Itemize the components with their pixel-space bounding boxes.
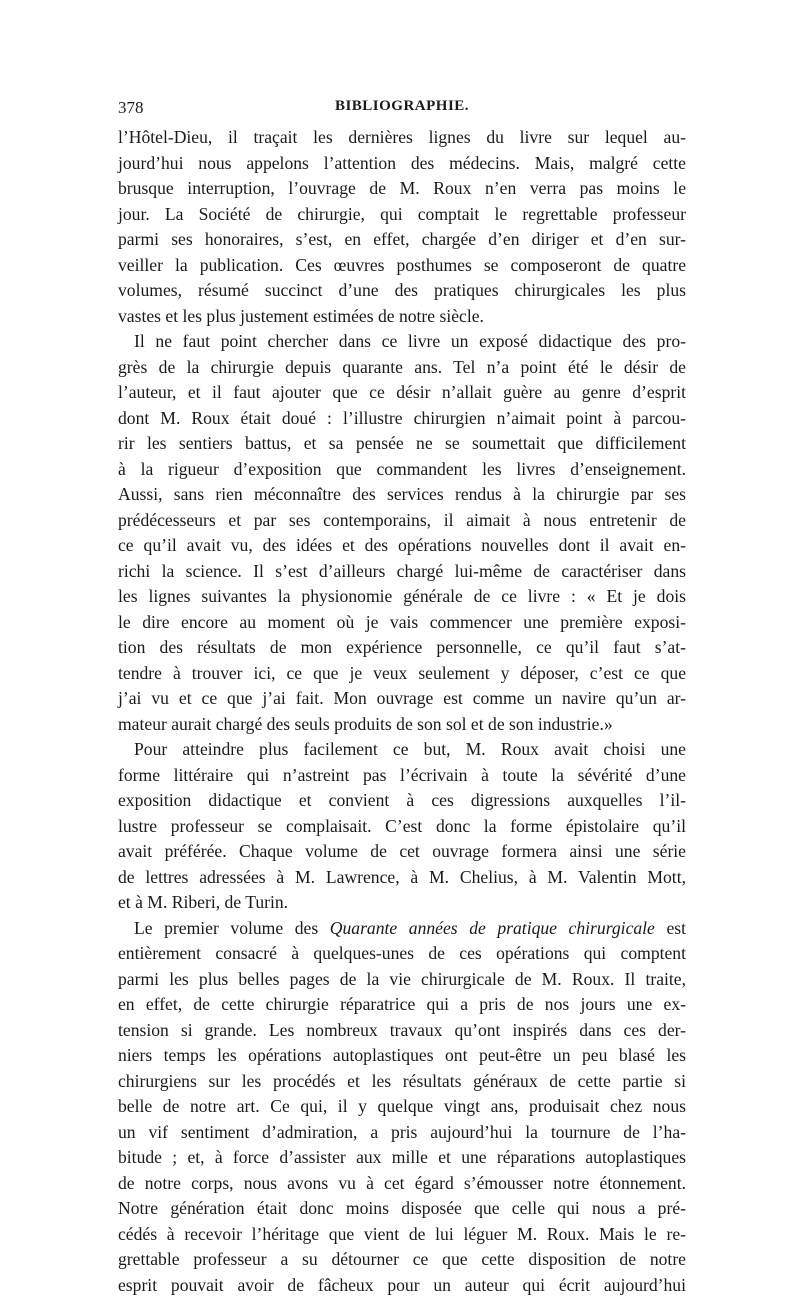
paragraph [118,737,686,916]
text-line: richi la science. Il s’est d’ailleurs chargé lui-même de caractériser dans [118,559,686,585]
text-line: volumes, résumé succinct d’une des pratiques chirurgicales les plus [118,278,686,304]
text-line: de lettres adressées à M. Lawrence, à M. Chelius, à M. Valentin Mott, [118,865,686,891]
page-header [118,98,686,122]
text-line: esprit pouvait avoir de fâcheux pour un auteur qui écrit aujourd’hui [118,1273,686,1298]
text-line: grès de la chirurgie depuis quarante ans. Tel n’a point été le désir de [118,355,686,381]
text-line: l’auteur, et il faut ajouter que ce désir n’allait guère au genre d’esprit [118,380,686,406]
text-line: prédécesseurs et par ses contemporains, il aimait à nous entretenir de [118,508,686,534]
text-line: grettable professeur a su détourner ce que cette disposition de notre [118,1247,686,1273]
text-line: à la rigueur d’exposition que commandent les livres d’enseignement. [118,457,686,483]
paragraph [118,329,686,737]
text-line: de notre corps, nous avons vu à cet égard s’émousser notre étonnement. [118,1171,686,1197]
text-line: Pour atteindre plus facilement ce but, M. Roux avait choisi une [118,737,686,763]
text-line: avait préférée. Chaque volume de cet ouvrage formera ainsi une série [118,839,686,865]
body-text [118,125,686,1298]
text-line: vastes et les plus justement estimées de notre siècle. [118,304,686,330]
running-title: BIBLIOGRAPHIE. [118,98,686,115]
text-line: parmi ses honoraires, s’est, en effet, chargée d’en diriger et d’en sur- [118,227,686,253]
text-line: et à M. Riberi, de Turin. [118,890,686,916]
text-line: belle de notre art. Ce qui, il y quelque vingt ans, produisait chez nous [118,1094,686,1120]
text-line: jour. La Société de chirurgie, qui comptait le regrettable professeur [118,202,686,228]
text-line: Aussi, sans rien méconnaître des services rendus à la chirurgie par ses [118,482,686,508]
text-line: brusque interruption, l’ouvrage de M. Roux n’en verra pas moins le [118,176,686,202]
paragraph [118,125,686,329]
text-line: l’Hôtel-Dieu, il traçait les dernières lignes du livre sur lequel au- [118,125,686,151]
text-line: entièrement consacré à quelques-unes de ces opérations qui comptent [118,941,686,967]
text-line: bitude ; et, à force d’assister aux mille et une réparations autoplastiques [118,1145,686,1171]
text-line: rir les sentiers battus, et sa pensée ne se soumettait que difficilement [118,431,686,457]
text-line: veiller la publication. Ces œuvres posthumes se composeront de quatre [118,253,686,279]
text-line: en effet, de cette chirurgie réparatrice qui a pris de nos jours une ex- [118,992,686,1018]
text-line: exposition didactique et convient à ces digressions auxquelles l’il- [118,788,686,814]
text-line: mateur aurait chargé des seuls produits de son sol et de son industrie.» [118,712,686,738]
text-fragment: est [655,918,686,938]
text-line: niers temps les opérations autoplastiques ont peut-être un peu blasé les [118,1043,686,1069]
text-line: tion des résultats de mon expérience personnelle, ce qu’il faut s’at- [118,635,686,661]
page-number: 378 [118,98,144,118]
text-fragment: Le premier volume des [134,918,330,938]
text-line: parmi les plus belles pages de la vie chirurgicale de M. Roux. Il traite, [118,967,686,993]
text-line: Notre génération était donc moins disposée que celle qui nous a pré- [118,1196,686,1222]
text-line: j’ai vu et ce que j’ai fait. Mon ouvrage est comme un navire qu’un ar- [118,686,686,712]
text-line: lustre professeur se complaisait. C’est donc la forme épistolaire qu’il [118,814,686,840]
text-line: le dire encore au moment où je vais commencer une première exposi- [118,610,686,636]
text-line: un vif sentiment d’admiration, a pris aujourd’hui la tournure de l’ha- [118,1120,686,1146]
text-line: ce qu’il avait vu, des idées et des opérations nouvelles dont il avait en- [118,533,686,559]
text-line: cédés à recevoir l’héritage que vient de lui léguer M. Roux. Mais le re- [118,1222,686,1248]
text-line: forme littéraire qui n’astreint pas l’écrivain à toute la sévérité d’une [118,763,686,789]
text-line: tendre à trouver ici, ce que je veux seulement y déposer, c’est ce que [118,661,686,687]
text-line: chirurgiens sur les procédés et les résultats généraux de cette partie si [118,1069,686,1095]
text-line: tension si grande. Les nombreux travaux qu’ont inspirés dans ces der- [118,1018,686,1044]
paragraph [118,916,686,1298]
text-line: dont M. Roux était doué : l’illustre chirurgien n’aimait point à parcou- [118,406,686,432]
text-line: Il ne faut point chercher dans ce livre un exposé didactique des pro- [118,329,686,355]
text-line [118,916,686,942]
book-title: Quarante années de pratique chirurgicale [330,918,655,938]
text-line: jourd’hui nous appelons l’attention des médecins. Mais, malgré cette [118,151,686,177]
text-line: les lignes suivantes la physionomie générale de ce livre : « Et je dois [118,584,686,610]
